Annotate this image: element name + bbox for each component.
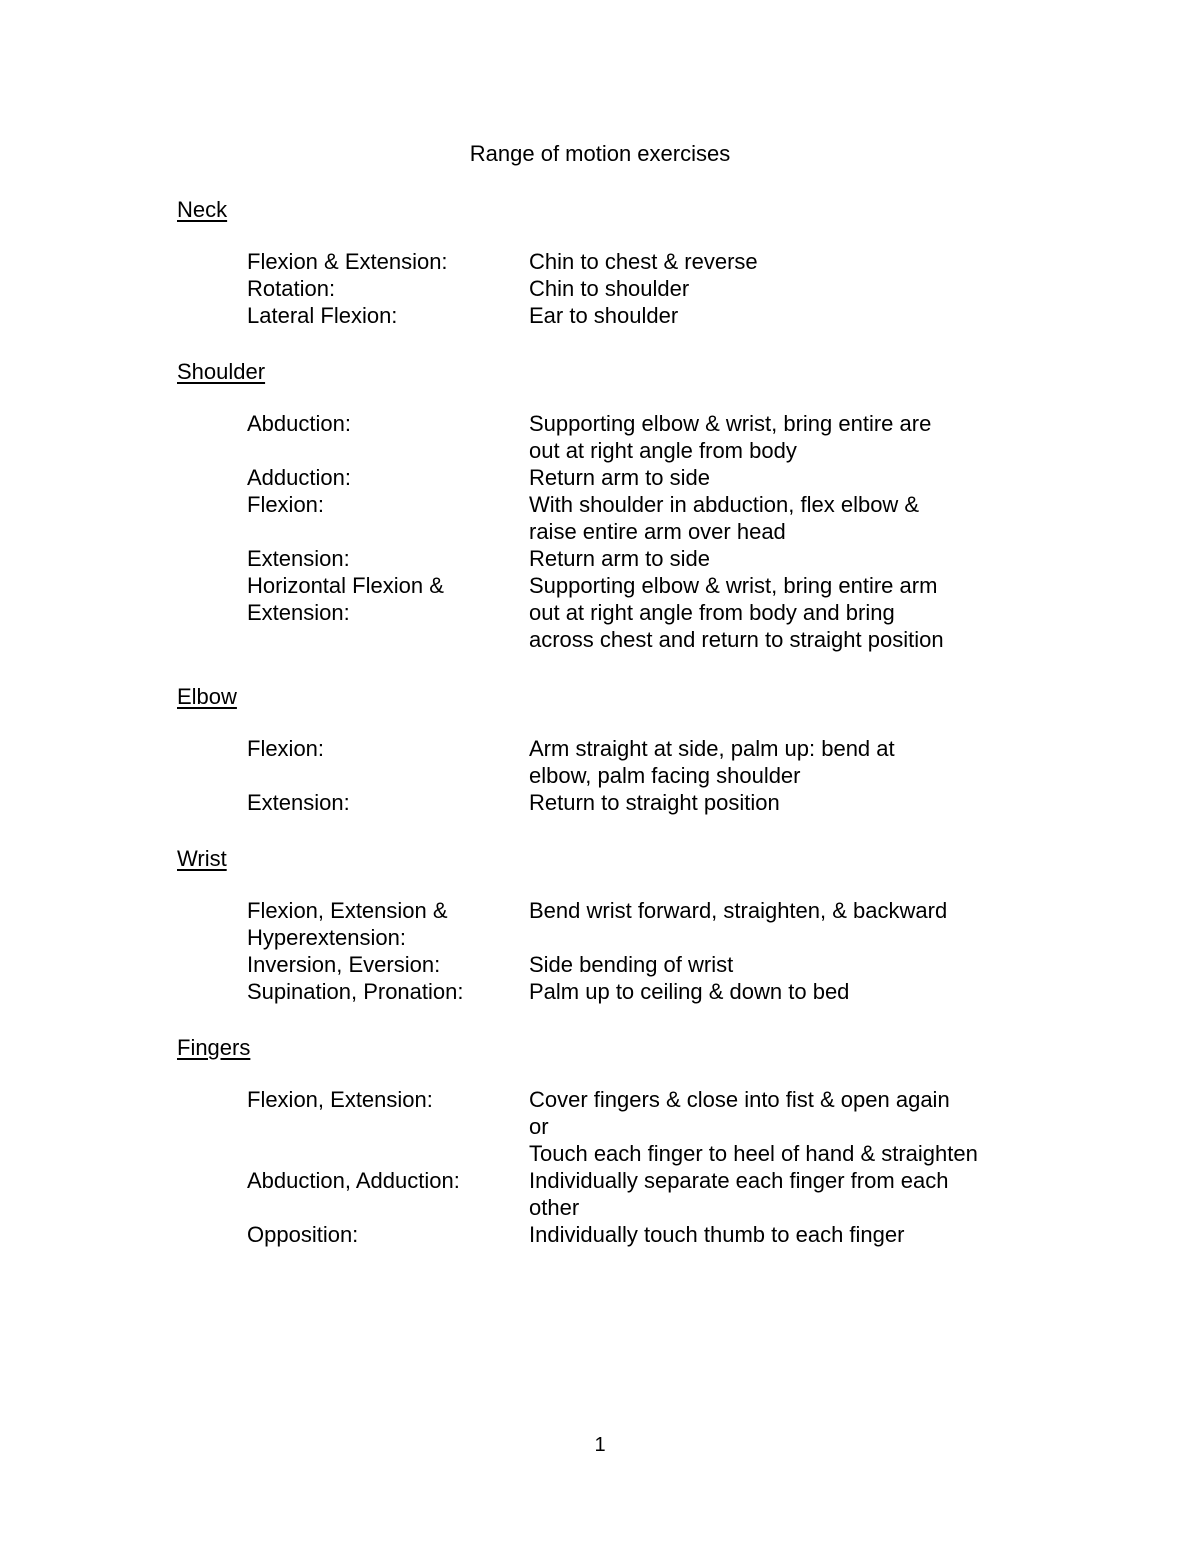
exercise-description: Return arm to side: [529, 546, 710, 571]
exercise-description: Supporting elbow & wrist, bring entire are: [529, 411, 932, 436]
exercise-row: [247, 275, 1077, 302]
exercise-row: [247, 248, 1077, 275]
exercise-description: other: [529, 1195, 580, 1220]
exercise-term: Abduction, Adduction:: [247, 1168, 460, 1193]
exercise-term: Flexion:: [247, 492, 325, 517]
exercise-description: Chin to shoulder: [529, 276, 690, 301]
exercise-term: Supination, Pronation:: [247, 979, 464, 1004]
exercise-row: [247, 302, 1077, 329]
exercise-description: raise entire arm over head: [529, 519, 786, 544]
exercise-list: [247, 1086, 1077, 1248]
exercise-term: Flexion:: [247, 736, 325, 761]
exercise-description: Side bending of wrist: [529, 952, 734, 977]
exercise-description: Palm up to ceiling & down to bed: [529, 979, 850, 1004]
exercise-row: [247, 491, 1077, 545]
exercise-list: [247, 897, 1077, 1005]
exercise-description: Individually separate each finger from each: [529, 1168, 949, 1193]
exercise-description: Supporting elbow & wrist, bring entire arm: [529, 573, 938, 598]
section-heading: Neck: [177, 197, 228, 222]
exercise-row: [247, 978, 1077, 1005]
page-title: Range of motion exercises: [469, 141, 731, 166]
exercise-row: [247, 735, 1077, 789]
exercise-term: Lateral Flexion:: [247, 303, 398, 328]
exercise-term: Adduction:: [247, 465, 351, 490]
exercise-row: [247, 1221, 1077, 1248]
exercise-row: [247, 789, 1077, 816]
exercise-term: Horizontal Flexion &: [247, 573, 444, 598]
exercise-term: Extension:: [247, 790, 350, 815]
section-neck: [177, 196, 1077, 329]
exercise-description: Touch each finger to heel of hand & straighten: [529, 1141, 978, 1166]
exercise-description: Return to straight position: [529, 790, 780, 815]
exercise-term: Flexion, Extension &: [247, 898, 448, 923]
exercise-list: [247, 410, 1077, 653]
exercise-list: [247, 248, 1077, 329]
exercise-description: Chin to chest & reverse: [529, 249, 758, 274]
section-elbow: [177, 683, 1077, 816]
exercise-list: [247, 735, 1077, 816]
section-wrist: [177, 845, 1077, 1005]
exercise-term: Extension:: [247, 546, 350, 571]
exercise-description: or: [529, 1114, 549, 1139]
exercise-description: With shoulder in abduction, flex elbow &: [529, 492, 920, 517]
exercise-description: elbow, palm facing shoulder: [529, 763, 801, 788]
exercise-description: Individually touch thumb to each finger: [529, 1222, 905, 1247]
exercise-row: [247, 1086, 1077, 1167]
exercise-description: Arm straight at side, palm up: bend at: [529, 736, 895, 761]
section-fingers: [177, 1034, 1077, 1248]
exercise-description: Return arm to side: [529, 465, 710, 490]
section-heading: Shoulder: [177, 359, 266, 384]
exercise-term: Inversion, Eversion:: [247, 952, 441, 977]
exercise-description: Bend wrist forward, straighten, & backward: [529, 898, 948, 923]
exercise-description: out at right angle from body: [529, 438, 797, 463]
exercise-row: [247, 464, 1077, 491]
exercise-description: Ear to shoulder: [529, 303, 679, 328]
exercise-term: Opposition:: [247, 1222, 359, 1247]
exercise-row: [247, 545, 1077, 572]
exercise-term: Abduction:: [247, 411, 351, 436]
section-heading: Fingers: [177, 1035, 251, 1060]
exercise-term: Flexion & Extension:: [247, 249, 448, 274]
exercise-row: [247, 951, 1077, 978]
exercise-description: out at right angle from body and bring: [529, 600, 895, 625]
exercise-row: [247, 410, 1077, 464]
section-heading: Elbow: [177, 684, 237, 709]
exercise-row: [247, 897, 1077, 951]
exercise-row: [247, 572, 1077, 653]
section-heading: Wrist: [177, 846, 227, 871]
exercise-term: Rotation:: [247, 276, 336, 301]
exercise-term: Hyperextension:: [247, 925, 406, 950]
exercise-description: Cover fingers & close into fist & open again: [529, 1087, 950, 1112]
exercise-term: Extension:: [247, 600, 350, 625]
exercise-description: across chest and return to straight position: [529, 627, 944, 652]
section-shoulder: [177, 358, 1077, 653]
page-number: 1: [594, 1434, 606, 1456]
exercise-term: Flexion, Extension:: [247, 1087, 433, 1112]
exercise-row: [247, 1167, 1077, 1221]
